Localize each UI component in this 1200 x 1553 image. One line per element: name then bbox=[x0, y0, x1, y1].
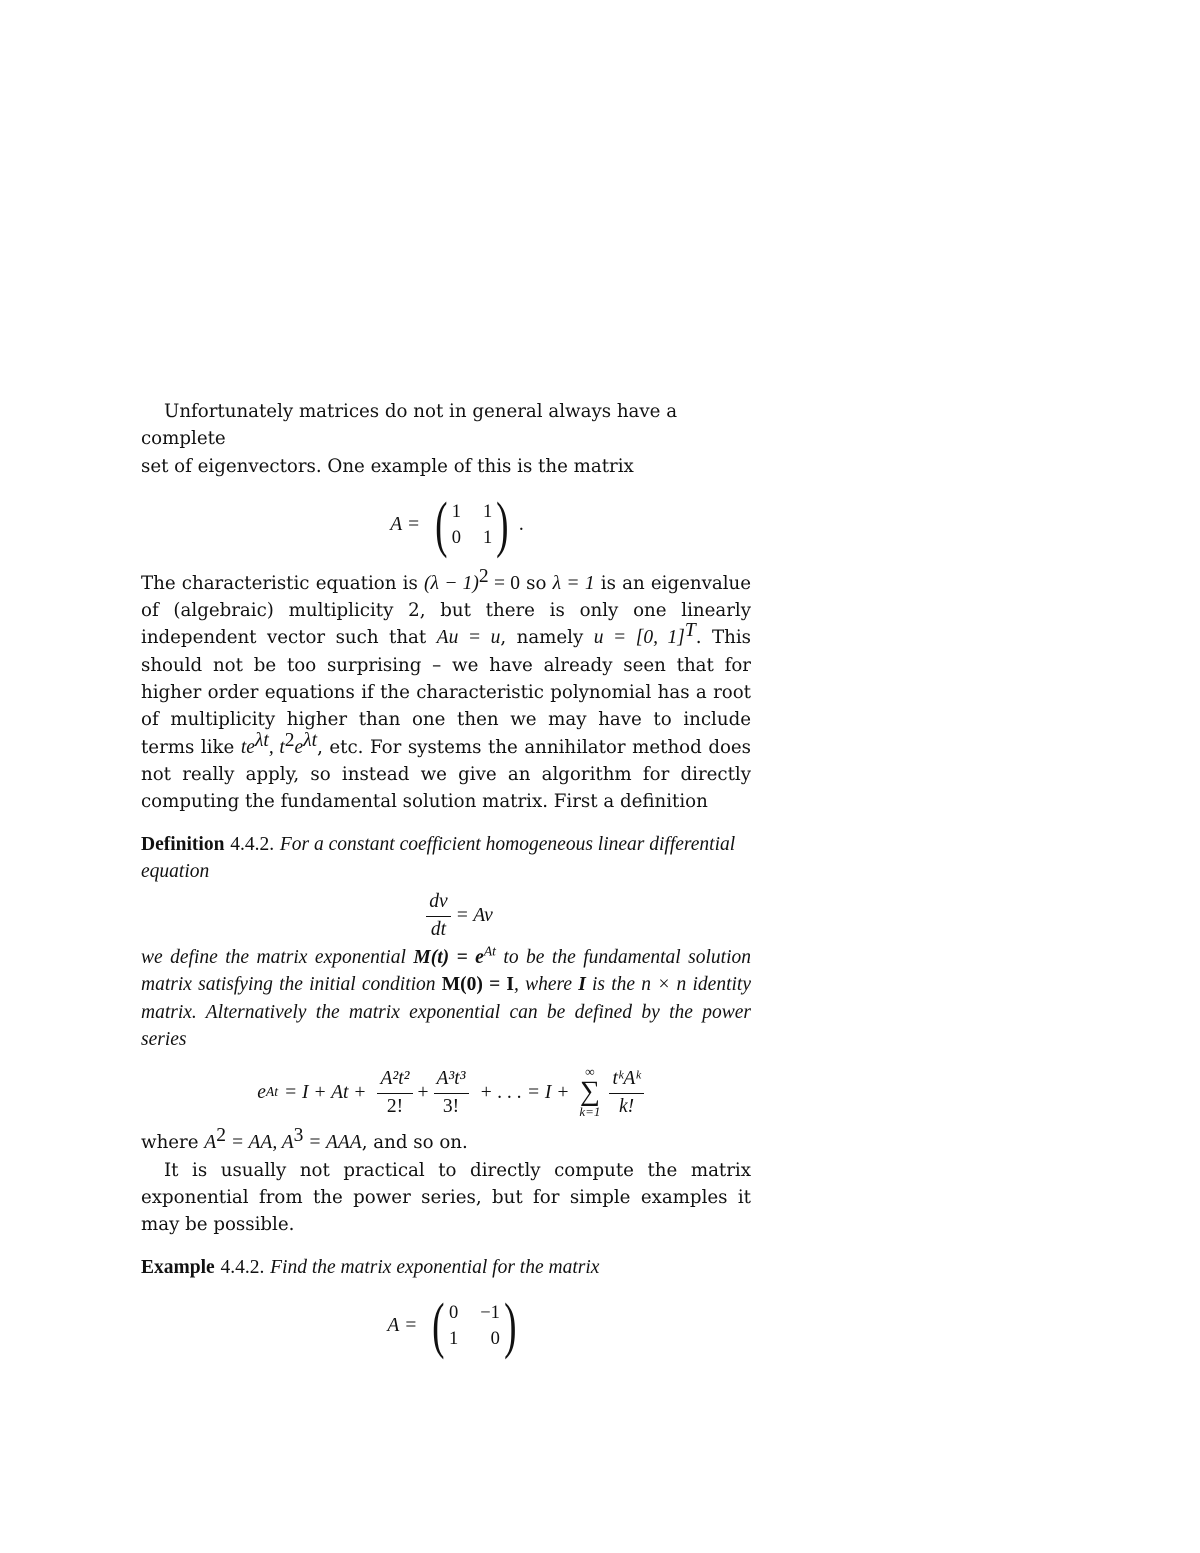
matrix-display-2 bbox=[163, 1291, 751, 1360]
text: , etc. For systems the annihilator method does not really apply, so instead we give an algorithm for directly computing the fundamental solution matrix. First a definition bbox=[141, 736, 752, 813]
matrix1-cell: 1 bbox=[451, 501, 462, 522]
text: , and so on. bbox=[361, 1132, 468, 1154]
math: n × n bbox=[641, 974, 687, 996]
left-paren: ( bbox=[432, 1291, 445, 1360]
definition-block bbox=[141, 831, 751, 1054]
matrix1-equals: = bbox=[408, 514, 420, 536]
math-sup: 2 bbox=[478, 565, 489, 587]
math-sup: λt bbox=[254, 729, 269, 751]
matrix2-cell: −1 bbox=[480, 1302, 500, 1323]
derivative-fraction bbox=[426, 889, 450, 942]
document-page bbox=[141, 398, 752, 1360]
ode-rhs: = Av bbox=[455, 905, 493, 926]
paragraph-practical: It is usually not practical to directly compute the matrix exponential from the power series, but for simple examples it may be possible. bbox=[141, 1159, 751, 1236]
series-fraction-3 bbox=[609, 1066, 643, 1119]
summation bbox=[579, 1065, 600, 1119]
fraction-denominator: dt bbox=[430, 919, 446, 941]
fraction-numerator: A³t³ bbox=[434, 1066, 469, 1094]
matrix1-grid bbox=[452, 500, 493, 550]
text: , where bbox=[514, 974, 579, 996]
series-terms-1: = I + At + bbox=[284, 1081, 367, 1103]
math-sup: 2 bbox=[216, 1125, 226, 1147]
matrix2-equals: = bbox=[405, 1315, 417, 1337]
intro-line-2: set of eigenvectors. One example of this is the matrix bbox=[141, 455, 634, 477]
text: we define the matrix exponential bbox=[141, 947, 414, 969]
math: M(0) = I bbox=[441, 974, 514, 996]
matrix1-cell: 1 bbox=[483, 501, 493, 522]
example-number: 4.4.2. bbox=[220, 1256, 265, 1278]
text: identity matrix. Alternatively the matrix exponential can be defined by the power series bbox=[141, 974, 751, 1051]
matrix2-cell: 1 bbox=[448, 1328, 459, 1349]
matrix1-cell: 1 bbox=[483, 527, 493, 548]
fraction-numerator: A²t² bbox=[377, 1066, 412, 1094]
sum-upper-limit: ∞ bbox=[585, 1064, 595, 1080]
matrix2-grid bbox=[449, 1301, 500, 1351]
matrix2-lhs: A bbox=[387, 1315, 400, 1337]
text: , namely bbox=[500, 627, 594, 649]
fraction-denominator: 3! bbox=[442, 1095, 460, 1117]
matrix1-lhs: A bbox=[390, 514, 403, 536]
math-sup: λt bbox=[303, 729, 318, 751]
fraction-denominator: 2! bbox=[386, 1095, 404, 1117]
math-sup: At bbox=[483, 943, 496, 959]
math: , t bbox=[268, 736, 285, 758]
matrix2-cell: 0 bbox=[490, 1328, 500, 1349]
math: (λ − 1) bbox=[423, 572, 479, 594]
math: = AAA bbox=[303, 1132, 362, 1154]
math: = 0 bbox=[488, 572, 520, 594]
sum-lower-limit: k=1 bbox=[579, 1104, 601, 1120]
text: . This should not be too surprising – we have already seen that for higher order equations if the characteristic polynomial has a root of multiplicity higher than one then we may have to include terms like bbox=[141, 627, 751, 758]
math-sup: 2 bbox=[284, 729, 295, 751]
text: where bbox=[141, 1132, 205, 1154]
sum-symbol: ∑ bbox=[579, 1076, 600, 1108]
definition-heading bbox=[141, 831, 751, 886]
math: e bbox=[294, 736, 304, 758]
fraction-numerator: dv bbox=[426, 889, 450, 917]
math: M(t) = e bbox=[413, 947, 484, 969]
series-fraction-1 bbox=[377, 1066, 412, 1119]
fraction-numerator: tᵏAᵏ bbox=[609, 1066, 643, 1094]
text: so bbox=[519, 572, 553, 594]
example-text: Find the matrix exponential for the matrix bbox=[270, 1256, 600, 1278]
matrix2-cell: 0 bbox=[448, 1302, 459, 1323]
text: to be the fundamental solution matrix satisfying the initial condition bbox=[141, 947, 752, 996]
math: u = [0, 1] bbox=[593, 627, 685, 649]
math: Au = u bbox=[436, 627, 501, 649]
math: A bbox=[204, 1132, 217, 1154]
text: The characteristic equation is bbox=[141, 572, 424, 594]
matrix1 bbox=[431, 490, 513, 559]
math-sup: T bbox=[684, 620, 696, 642]
matrix1-cell: 0 bbox=[451, 527, 462, 548]
math-sup: 3 bbox=[293, 1125, 304, 1147]
definition-number: 4.4.2. bbox=[230, 833, 275, 855]
text: is the bbox=[585, 974, 642, 996]
paragraph-characteristic bbox=[141, 565, 752, 816]
series-plus: + bbox=[417, 1081, 429, 1103]
series-display: e At = I + At + $\frac{\text{A²t²}}{2!}$ + $\frac{\text{A³t³}}{3!}$ + . . . = I + ∞ ∑ k=1 $\frac{\text{tᵏAᵏ}}{k!}$ bbox=[155, 1065, 751, 1119]
matrix1-period: . bbox=[518, 514, 524, 536]
matrix2 bbox=[428, 1291, 520, 1360]
ode-display bbox=[163, 889, 751, 942]
math: = AA, A bbox=[225, 1132, 294, 1154]
right-paren: ) bbox=[504, 1291, 517, 1360]
intro-line-1: Unfortunately matrices do not in general always have a complete bbox=[141, 401, 678, 450]
fraction-denominator: k! bbox=[619, 1095, 635, 1117]
math: I bbox=[578, 974, 586, 996]
right-paren: ) bbox=[496, 490, 509, 559]
matrix-display-1 bbox=[163, 490, 751, 559]
math: te bbox=[240, 736, 255, 758]
series-terms-2: + . . . = I + bbox=[479, 1081, 570, 1103]
left-paren: ( bbox=[435, 490, 448, 559]
text: is an eigenvalue of (algebraic) multiplicity 2, but there is only one linearly independent vector such that bbox=[141, 572, 751, 649]
math: λ = 1 bbox=[552, 572, 595, 594]
definition-body bbox=[141, 944, 751, 1053]
series-lhs: e bbox=[257, 1081, 266, 1103]
definition-intro: For a constant coefficient homogeneous linear differential equation bbox=[141, 833, 736, 882]
example-label: Example bbox=[141, 1256, 215, 1278]
where-line bbox=[141, 1125, 751, 1156]
definition-label: Definition bbox=[141, 833, 225, 855]
paragraph-intro bbox=[141, 398, 751, 480]
series-fraction-2 bbox=[434, 1066, 469, 1119]
example-heading bbox=[141, 1254, 751, 1281]
